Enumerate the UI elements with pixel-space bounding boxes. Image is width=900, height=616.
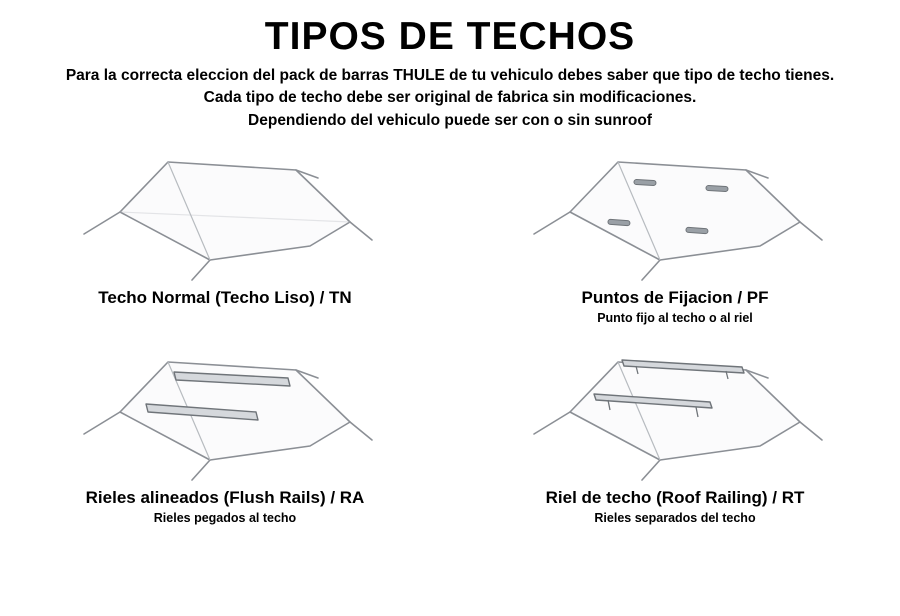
roof-type-sublabel-rt: Rieles separados del techo [594,510,756,525]
car-roof-flushrails-icon [60,342,390,482]
car-roof-fixpoints-icon [510,142,840,282]
roof-type-card-tn [0,142,450,342]
roof-type-grid [0,142,900,542]
intro-line-2: Cada tipo de techo debe ser original de fabrica sin modificaciones. [203,89,697,107]
roof-type-sublabel-ra: Rieles pegados al techo [153,510,297,525]
roof-type-label-ra: Rieles alineados (Flush Rails) / RA [85,488,365,508]
roof-type-label-pf: Puntos de Fijacion / PF [581,288,769,308]
roof-type-sublabel-pf: Punto fijo al techo o al riel [597,310,753,325]
roof-type-label-tn: Techo Normal (Techo Liso) / TN [98,288,352,308]
intro-line-3: Dependiendo del vehiculo puede ser con o sin sunroof [248,111,652,129]
roof-type-card-ra [0,342,450,542]
page-title: TIPOS DE TECHOS [264,15,636,58]
intro-text [20,65,880,132]
poster-root [0,16,900,616]
car-roof-railing-icon [510,342,840,482]
intro-line-1: Para la correcta eleccion del pack de barras THULE de tu vehiculo debes saber que tipo de techo tienes. [65,66,835,84]
roof-type-card-pf [450,142,900,342]
car-roof-plain-icon [60,142,390,282]
roof-type-card-rt [450,342,900,542]
roof-type-label-rt: Riel de techo (Roof Railing) / RT [545,488,805,508]
